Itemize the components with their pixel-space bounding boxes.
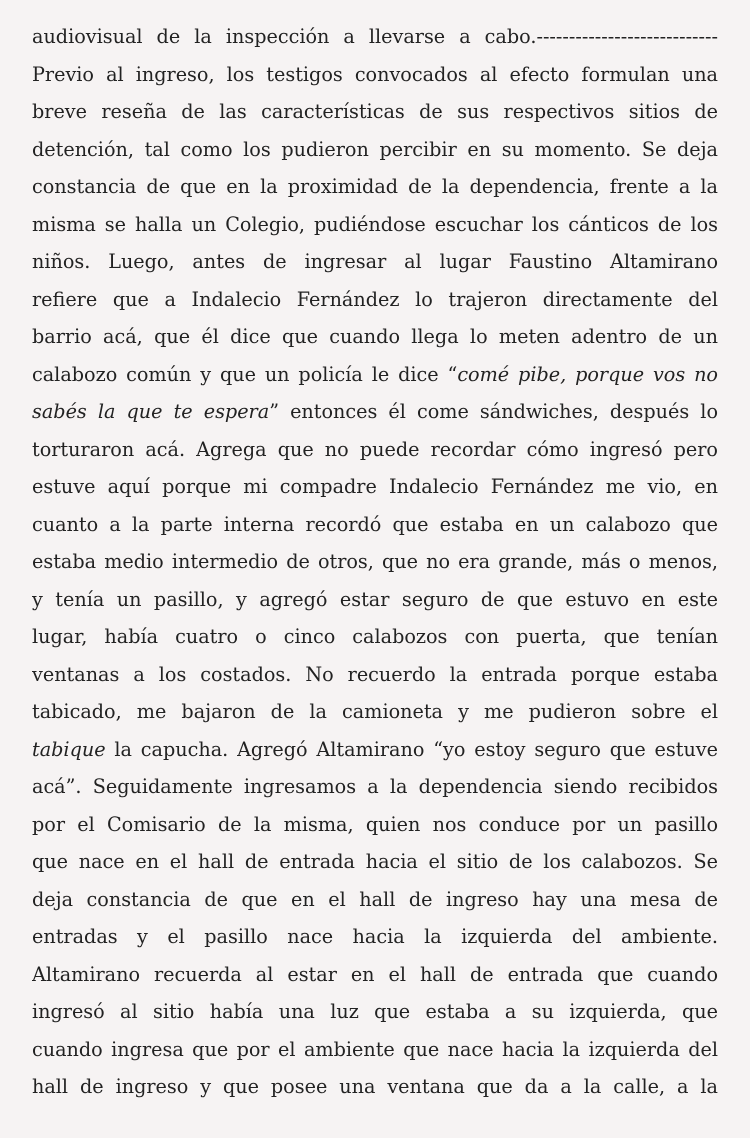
- text-line: lugar, había cuatro o cinco calabozos con puerta, que tenían: [32, 625, 718, 648]
- text-line: por el Comisario de la misma, quien nos conduce por un pasillo: [32, 812, 718, 836]
- document-page: [32, 18, 718, 1106]
- text-line: Altamirano recuerda al estar en el hall de entrada que cuando: [32, 962, 718, 986]
- text-line: tabicado, me bajaron de la camioneta y me pudieron sobre el: [32, 700, 718, 723]
- text-line: que nace en el hall de entrada hacia el sitio de los calabozos. Se: [32, 850, 718, 873]
- text-line: ingresó al sitio había una luz que estaba a su izquierda, que: [32, 1000, 718, 1023]
- text-line: breve reseña de las características de sus respectivos sitios de: [32, 100, 718, 123]
- italic-quote: comé pibe, porque vos no: [457, 362, 718, 386]
- text-line: cuanto a la parte interna recordó que estaba en un calabozo que: [32, 512, 718, 536]
- text-line: [32, 731, 718, 769]
- text-line: [32, 356, 718, 394]
- text-line: torturaron acá. Agrega que no puede recordar cómo ingresó pero: [32, 437, 718, 461]
- text-line: acá”. Seguidamente ingresamos a la dependencia siendo recibidos: [32, 775, 718, 798]
- text-line: audiovisual de la inspección a llevarse a cabo.----------------------------: [32, 25, 718, 48]
- text-line: Previo al ingreso, los testigos convocados al efecto formulan una: [32, 62, 718, 86]
- text-line: deja constancia de que en el hall de ingreso hay una mesa de: [32, 887, 718, 911]
- text-line: detención, tal como los pudieron percibir en su momento. Se deja: [32, 137, 718, 161]
- text-line: estaba medio intermedio de otros, que no era grande, más o menos,: [32, 550, 718, 573]
- text-segment: la capucha. Agregó Altamirano “yo estoy seguro que estuve: [105, 737, 718, 761]
- text-line: y tenía un pasillo, y agregó estar seguro de que estuvo en este: [32, 587, 718, 611]
- text-line: barrio acá, que él dice que cuando llega lo meten adentro de un: [32, 325, 718, 348]
- italic-quote: sabés la que te espera: [32, 400, 270, 423]
- text-line: misma se halla un Colegio, pudiéndose escuchar los cánticos de los: [32, 212, 718, 236]
- text-segment: ” entonces él come sándwiches, después lo: [269, 400, 718, 423]
- text-line: ventanas a los costados. No recuerdo la entrada porque estaba: [32, 662, 718, 686]
- text-line: niños. Luego, antes de ingresar al lugar Faustino Altamirano: [32, 250, 718, 273]
- italic-word: tabique: [32, 737, 106, 761]
- text-line: cuando ingresa que por el ambiente que nace hacia la izquierda del: [32, 1037, 718, 1061]
- text-line: hall de ingreso y que posee una ventana que da a la calle, a la: [32, 1075, 718, 1098]
- text-segment: calabozo común y que un policía le dice “: [32, 362, 458, 386]
- text-line: [32, 393, 718, 431]
- text-line: refiere que a Indalecio Fernández lo trajeron directamente del: [32, 287, 718, 311]
- text-line: constancia de que en la proximidad de la dependencia, frente a la: [32, 175, 718, 198]
- text-line: entradas y el pasillo nace hacia la izquierda del ambiente.: [32, 925, 718, 948]
- text-line: estuve aquí porque mi compadre Indalecio Fernández me vio, en: [32, 475, 718, 498]
